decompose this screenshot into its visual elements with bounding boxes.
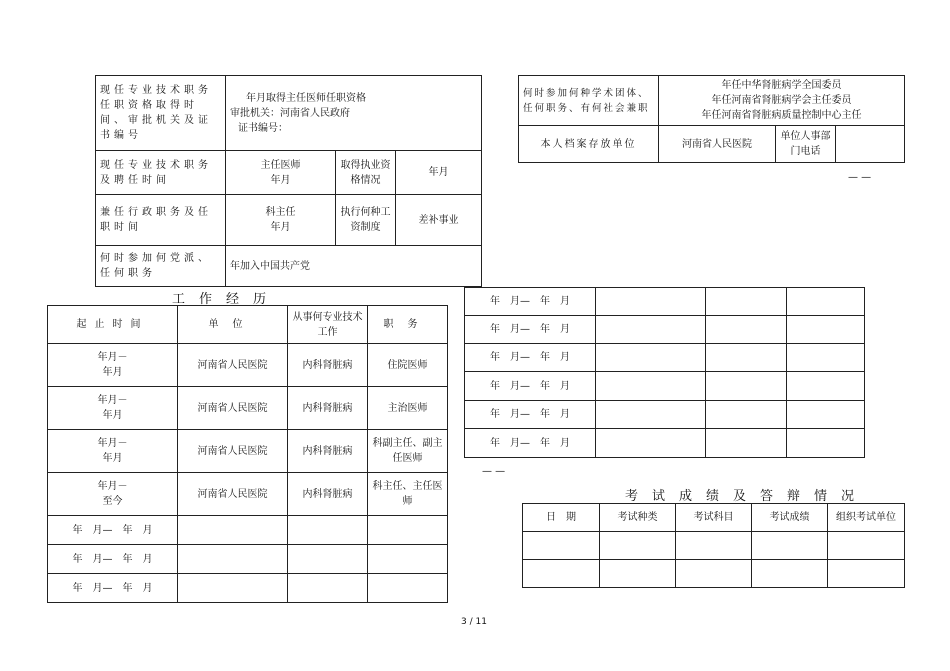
license-value: 年月 (396, 151, 482, 195)
table-row (523, 560, 905, 588)
table-row (523, 532, 905, 560)
work-position: 科副主任、副主任医师 (368, 430, 448, 473)
work-cont-time: 年 月— 年 月 (465, 316, 596, 344)
salary-value: 差补事业 (396, 195, 482, 246)
exam-table (522, 503, 905, 588)
work-cont-time: 年 月— 年 月 (465, 288, 596, 316)
work-unit: 河南省人民医院 (178, 344, 288, 387)
exam-header-type: 考试种类 (600, 504, 676, 532)
society-value (659, 76, 905, 126)
exam-header-score: 考试成绩 (752, 504, 828, 532)
qualification-line3: 证书编号： (238, 122, 288, 134)
hr-phone-value (836, 126, 905, 163)
exam-title: 考试成绩及答辩情况 (625, 489, 869, 504)
work-time: 年月－ 年月 (48, 430, 178, 473)
work-field: 内科肾脏病 (288, 473, 368, 516)
license-label: 取得执业资格情况 (336, 151, 396, 195)
table-row (48, 430, 448, 473)
work-continuation-table (464, 287, 865, 458)
hr-phone-label: 单位人事部门电话 (776, 126, 836, 163)
exam-header-subject: 考试科目 (676, 504, 752, 532)
work-header-unit: 单位 (178, 306, 288, 344)
exam-header-org: 组织考试单位 (828, 504, 905, 532)
table-row (465, 372, 865, 401)
table-row (48, 516, 448, 545)
top-right-dash: — — (848, 172, 872, 183)
work-cont-time: 年 月— 年 月 (465, 429, 596, 458)
society-line-3: 年任河南省肾脏病质量控制中心主任 (701, 110, 862, 121)
page-number: 3 / 11 (461, 617, 487, 627)
work-time: 年月－ 至今 (48, 473, 178, 516)
society-line-2: 年任河南省肾脏病学会主任委员 (711, 95, 852, 106)
table-row (48, 344, 448, 387)
society-label: 何时参加何种学术团体、任何职务、有何社会兼职 (519, 76, 659, 126)
qualification-value (226, 76, 482, 151)
admin-label: 兼任行政职务及任职时间 (96, 195, 226, 246)
work-cont-time: 年 月— 年 月 (465, 372, 596, 401)
exam-header-date: 日 期 (523, 504, 600, 532)
table-row (465, 401, 865, 429)
work-time: 年月－ 年月 (48, 387, 178, 430)
work-header-time: 起止时间 (48, 306, 178, 344)
work-field: 内科肾脏病 (288, 344, 368, 387)
admin-value: 科主任 年月 (226, 195, 336, 246)
table-row (48, 545, 448, 574)
table-row (465, 316, 865, 344)
work-cont-dash: — — (482, 466, 506, 477)
qualification-line1: 年月取得主任医师任职资格 (246, 92, 366, 104)
work-position: 主治医师 (368, 387, 448, 430)
table-row (48, 387, 448, 430)
archive-value: 河南省人民医院 (659, 126, 776, 163)
work-position: 住院医师 (368, 344, 448, 387)
appointment-value: 主任医师 年月 (226, 151, 336, 195)
work-title: 工作经历 (172, 292, 281, 307)
work-cont-time: 年 月— 年 月 (465, 344, 596, 372)
table-row (48, 574, 448, 603)
qualification-label: 现任专业技术职务任职资格取得时间、审批机关及证书编号 (96, 76, 226, 151)
society-table (518, 75, 905, 163)
archive-label: 本人档案存放单位 (519, 126, 659, 163)
work-header-position: 职务 (368, 306, 448, 344)
work-blank-time: 年 月— 年 月 (48, 516, 178, 545)
work-unit: 河南省人民医院 (178, 387, 288, 430)
appointment-label: 现任专业技术职务及聘任时间 (96, 151, 226, 195)
work-blank-time: 年 月— 年 月 (48, 545, 178, 574)
work-cont-time: 年 月— 年 月 (465, 401, 596, 429)
party-label: 何时参加何党派、任何职务 (96, 246, 226, 287)
table-row (465, 344, 865, 372)
work-table (47, 305, 448, 603)
society-line-1: 年任中华肾脏病学全国委员 (721, 80, 842, 91)
work-header-field: 从事何专业技术工作 (288, 306, 368, 344)
party-value: 年加入中国共产党 (226, 246, 482, 287)
work-position: 科主任、主任医师 (368, 473, 448, 516)
work-unit: 河南省人民医院 (178, 473, 288, 516)
work-time: 年月－ 年月 (48, 344, 178, 387)
work-field: 内科肾脏病 (288, 430, 368, 473)
qualification-table (95, 75, 482, 287)
work-field: 内科肾脏病 (288, 387, 368, 430)
table-row (465, 288, 865, 316)
salary-label: 执行何种工资制度 (336, 195, 396, 246)
work-blank-time: 年 月— 年 月 (48, 574, 178, 603)
qualification-line2: 审批机关：河南省人民政府 (230, 107, 350, 119)
table-row (48, 473, 448, 516)
table-row (465, 429, 865, 458)
work-unit: 河南省人民医院 (178, 430, 288, 473)
